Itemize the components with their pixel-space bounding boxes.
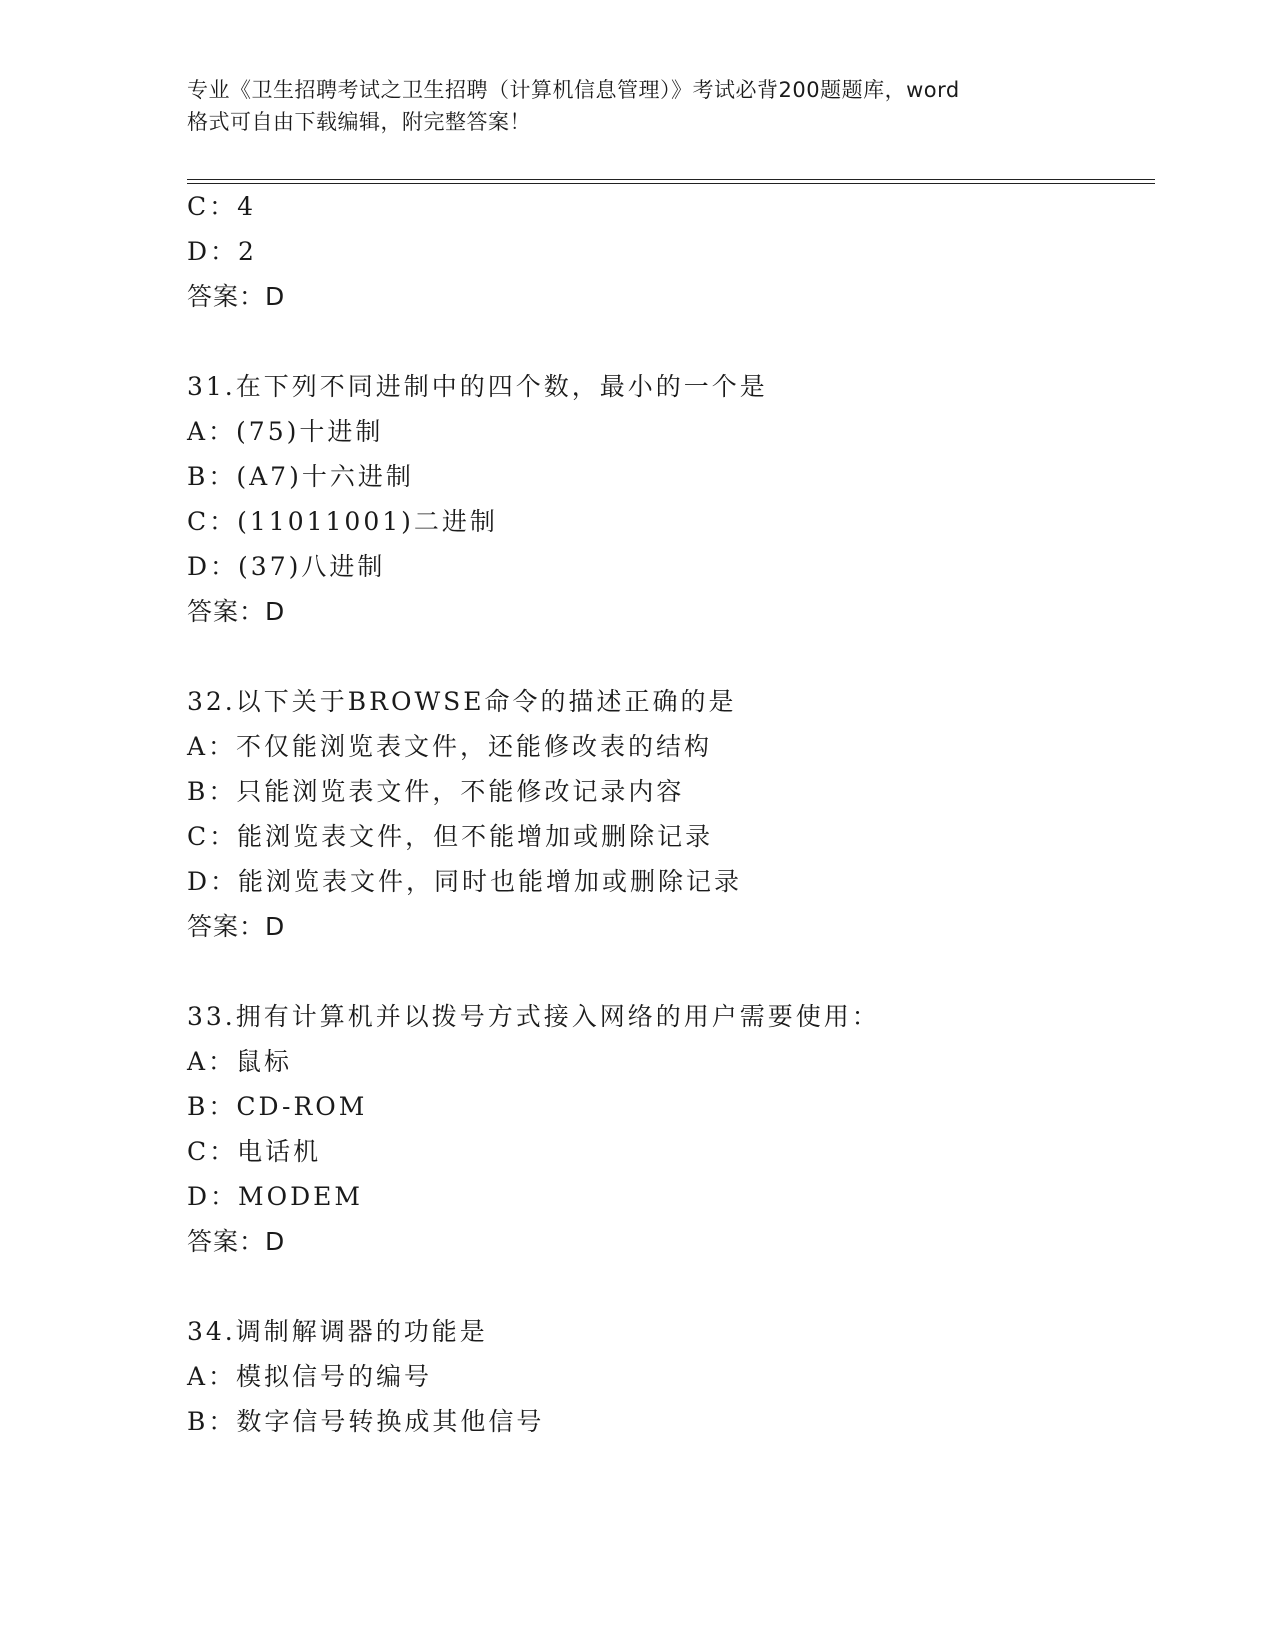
- q32-stem: 32.以下关于BROWSE命令的描述正确的是: [187, 687, 737, 716]
- q31-option-a: A：(75)十进制: [187, 417, 384, 446]
- q32-option-b: B：只能浏览表文件，不能修改记录内容: [187, 777, 685, 806]
- q31-stem: 31.在下列不同进制中的四个数，最小的一个是: [187, 372, 768, 401]
- q33-answer: 答案：D: [187, 1227, 286, 1256]
- q31-option-c: C：(11011001)二进制: [187, 507, 498, 536]
- header-divider: [187, 179, 1155, 184]
- q33-option-d: D：MODEM: [187, 1182, 364, 1211]
- page-header: [187, 74, 1107, 138]
- q32-option-d: D：能浏览表文件，同时也能增加或删除记录: [187, 867, 743, 896]
- q31-option-b: B：(A7)十六进制: [187, 462, 414, 491]
- q33-option-b: B：CD-ROM: [187, 1092, 368, 1121]
- q34-option-a: A：模拟信号的编号: [187, 1362, 433, 1391]
- prev-option-d: D：2: [187, 237, 257, 266]
- q32-answer: 答案：D: [187, 912, 286, 941]
- q32-option-c: C：能浏览表文件，但不能增加或删除记录: [187, 822, 714, 851]
- header-title-line-2: 格式可自由下载编辑，附完整答案！: [187, 110, 531, 134]
- q33-stem: 33.拥有计算机并以拨号方式接入网络的用户需要使用：: [187, 1002, 880, 1031]
- q34-option-b: B：数字信号转换成其他信号: [187, 1407, 545, 1436]
- q33-option-a: A：鼠标: [187, 1047, 293, 1076]
- q31-option-d: D：(37)八进制: [187, 552, 386, 581]
- q34-stem: 34.调制解调器的功能是: [187, 1317, 488, 1346]
- header-title-line-1: 专业《卫生招聘考试之卫生招聘（计算机信息管理）》考试必背200题题库，word: [187, 78, 960, 102]
- prev-option-c: C：4: [187, 192, 257, 221]
- q32-option-a: A：不仅能浏览表文件，还能修改表的结构: [187, 732, 713, 761]
- q33-option-c: C：电话机: [187, 1137, 322, 1166]
- prev-answer: 答案：D: [187, 282, 286, 311]
- q31-answer: 答案：D: [187, 597, 286, 626]
